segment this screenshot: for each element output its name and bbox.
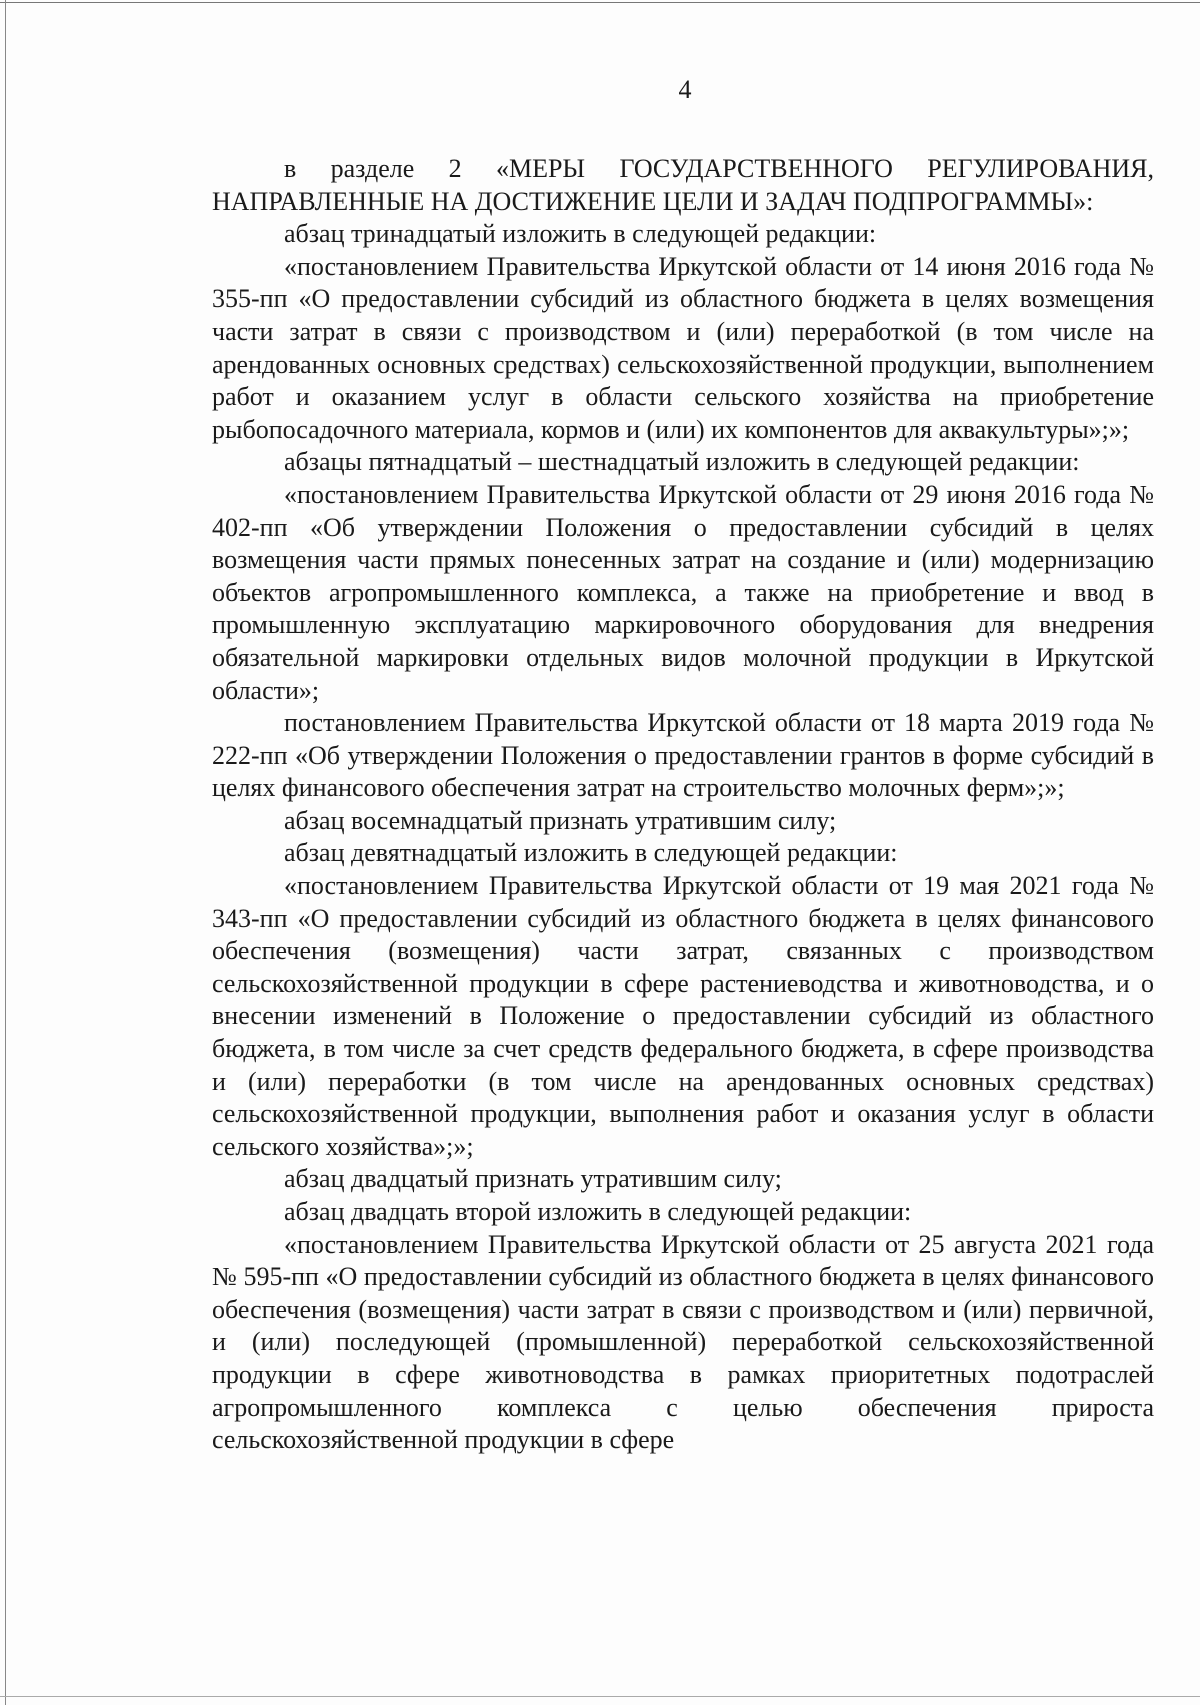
page-number: 4 xyxy=(678,75,692,104)
paragraph-19-text: «постановлением Правительства Иркутской области от 19 мая 2021 года № 343-пп «О предоставлении субсидий из областного бюджета в целях финансового обеспечения (возмещения) части затрат, связанных с производством сельскохозяйственной продукции в сфере растениеводства и животноводства, и о внесении изменений в Положение о предоставлении субсидий из областного бюджета, в том числе за счет средств федерального бюджета, в сфере производства и (или) переработки (в том числе на арендованных основных средствах) сельскохозяйственной продукции, выполнения работ и оказания услуг в области сельского хозяйства»;»; xyxy=(212,871,1154,1161)
page-edge-top xyxy=(0,2,1200,3)
paragraph-20-instruction: абзац двадцатый признать утратившим силу; xyxy=(284,1164,782,1194)
paragraph-22-text: «постановлением Правительства Иркутской области от 25 августа 2021 года № 595-пп «О предоставлении субсидий из областного бюджета в целях финансового обеспечения (возмещения) части затрат в связи с производством и (или) первичной, и (или) последующей (промышленной) переработкой сельскохозяйственной продукции в сфере животноводства в рамках приоритетных подотраслей агропромышленного комплекса с целью обеспечения прироста сельскохозяйственной продукции в сфере xyxy=(212,1229,1154,1455)
paragraph-18-instruction: абзац восемнадцатый признать утратившим силу; xyxy=(284,805,837,835)
document-body xyxy=(212,153,1154,1457)
page-edge-bottom xyxy=(0,1696,1200,1697)
paragraph-16-text: постановлением Правительства Иркутской области от 18 марта 2019 года № 222-пп «Об утверждении Положения о предоставлении грантов в форме субсидий в целях финансового обеспечения затрат на строительство молочных ферм»;»; xyxy=(212,708,1154,803)
paragraph-section-2-heading: в разделе 2 «МЕРЫ ГОСУДАРСТВЕННОГО РЕГУЛИРОВАНИЯ, НАПРАВЛЕННЫЕ НА ДОСТИЖЕНИЕ ЦЕЛИ И ЗАДАЧ ПОДПРОГРАММЫ»: xyxy=(212,154,1154,216)
paragraph-19-instruction: абзац девятнадцатый изложить в следующей редакции: xyxy=(284,838,898,868)
paragraph-13-instruction: абзац тринадцатый изложить в следующей редакции: xyxy=(284,219,877,249)
paragraph-22-instruction: абзац двадцать второй изложить в следующей редакции: xyxy=(284,1197,912,1226)
page-edge-left xyxy=(5,0,6,1705)
paragraph-15-16-instruction: абзацы пятнадцатый – шестнадцатый изложить в следующей редакции: xyxy=(284,447,1080,477)
paragraph-13-text: «постановлением Правительства Иркутской области от 14 июня 2016 года № 355-пп «О предоставлении субсидий из областного бюджета в целях возмещения части затрат в связи с производством и (или) переработкой (в том числе на арендованных основных средствах) сельскохозяйственной продукции, выполнением работ и оказанием услуг в области сельского хозяйства на приобретение рыбопосадочного материала, кормов и (или) их компонентов для аквакультуры»;»; xyxy=(212,251,1154,444)
paragraph-15-text: «постановлением Правительства Иркутской области от 29 июня 2016 года № 402-пп «Об утверждении Положения о предоставлении субсидий в целях возмещения части прямых понесенных затрат на создание и (или) модернизацию объектов агропромышленного комплекса, а также на приобретение и ввод в промышленную эксплуатацию маркировочного оборудования для внедрения обязательной маркировки отдельных видов молочной продукции в Иркутской области»; xyxy=(212,479,1154,705)
